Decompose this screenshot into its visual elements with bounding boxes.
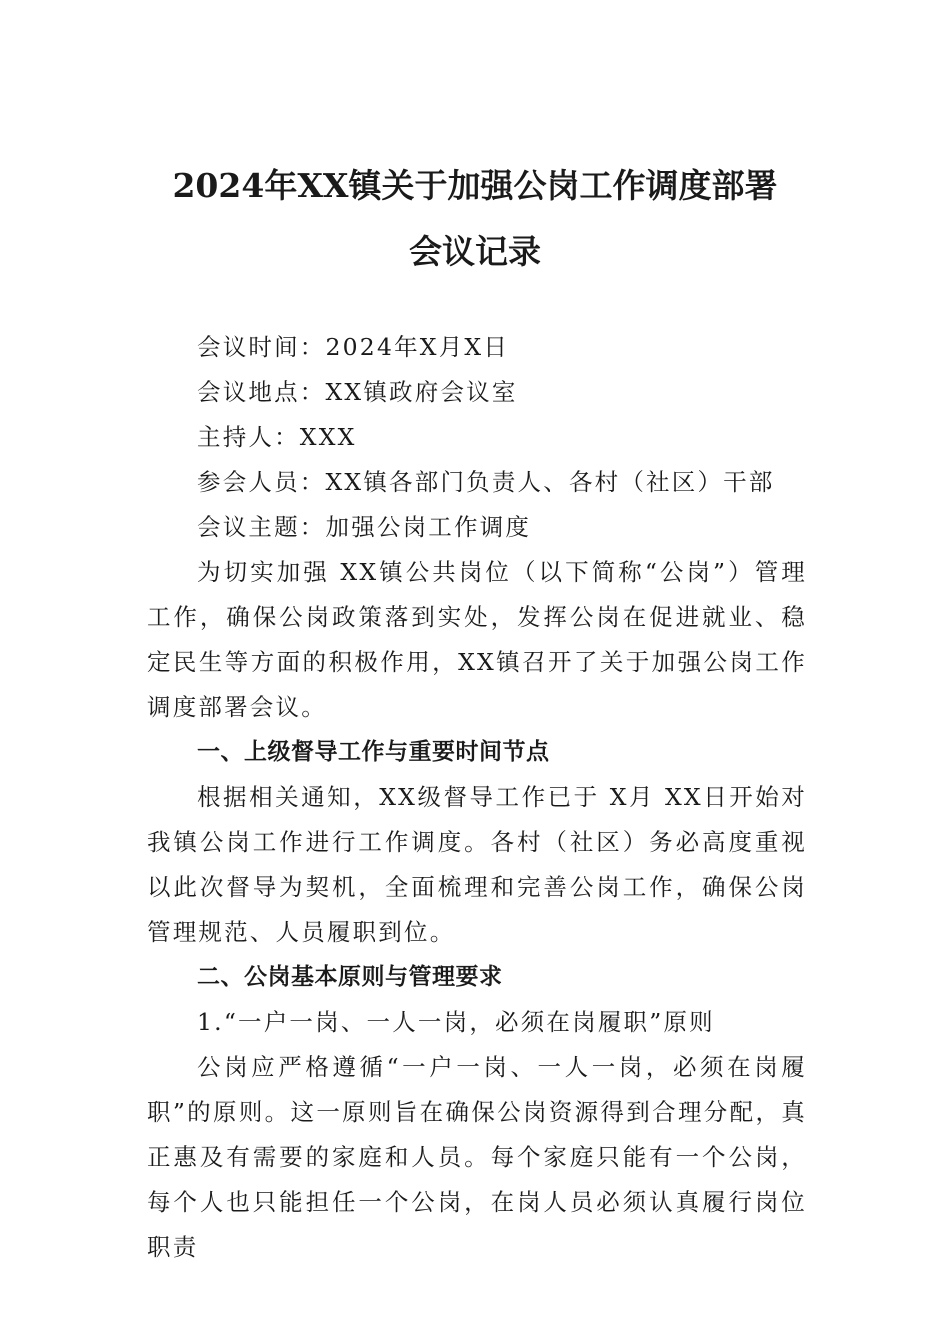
section-2-heading: 二、公岗基本原则与管理要求 [197, 964, 503, 990]
intro-paragraph: 为切实加强 XX镇公共岗位（以下简称“公岗”）管理工作，确保公岗政策落到实处，发挥公岗在促进就业、稳定民生等方面的积极作用，XX镇召开了关于加强公岗工作调度部署会议。 [147, 558, 807, 721]
meeting-time: 会议时间：2024年X月X日 [197, 333, 510, 361]
meeting-host: 主持人：XXX [197, 423, 357, 451]
document-body [147, 325, 807, 1270]
item-1-heading: 1.“一户一岗、一人一岗，必须在岗履职”原则 [197, 1008, 715, 1036]
meeting-attendees: 参会人员：XX镇各部门负责人、各村（社区）干部 [197, 468, 775, 496]
section-1-heading: 一、上级督导工作与重要时间节点 [197, 739, 550, 765]
section-1-paragraph: 根据相关通知，XX级督导工作已于 X月 XX日开始对我镇公岗工作进行工作调度。各村（社区）务必高度重视以此次督导为契机，全面梳理和完善公岗工作，确保公岗管理规范、人员履职到位。 [147, 783, 807, 946]
meeting-topic: 会议主题：加强公岗工作调度 [197, 513, 532, 541]
meeting-location: 会议地点：XX镇政府会议室 [197, 378, 518, 406]
document-title-line-2: 会议记录 [409, 232, 541, 271]
item-1-paragraph: 公岗应严格遵循“一户一岗、一人一岗，必须在岗履职”的原则。这一原则旨在确保公岗资源得到合理分配，真正惠及有需要的家庭和人员。每个家庭只能有一个公岗，每个人也只能担任一个公岗，在岗人员必须认真履行岗位职责 [147, 1053, 807, 1261]
document-title-line-1: 2024年XX镇关于加强公岗工作调度部署 [172, 166, 778, 205]
